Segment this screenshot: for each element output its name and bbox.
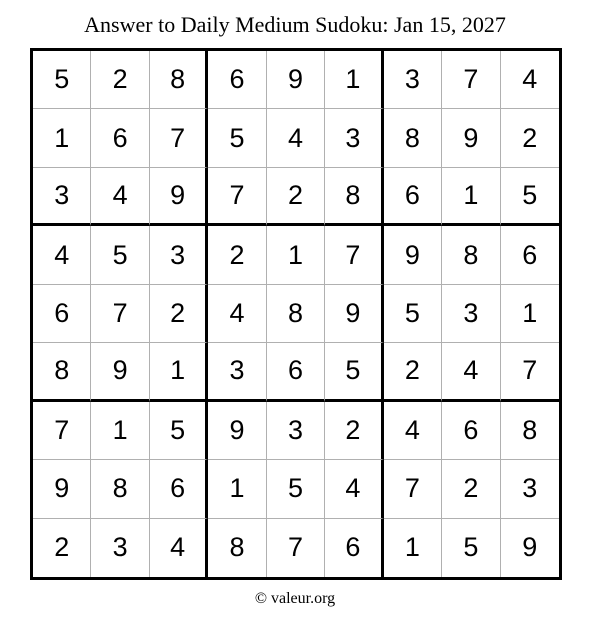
- sudoku-cell: 6: [150, 460, 208, 518]
- sudoku-cell: 5: [325, 343, 383, 401]
- sudoku-cell: 9: [150, 168, 208, 226]
- sudoku-cell: 7: [501, 343, 559, 401]
- sudoku-cell: 2: [208, 226, 266, 284]
- sudoku-cell: 9: [267, 51, 325, 109]
- sudoku-cell: 3: [208, 343, 266, 401]
- sudoku-cell: 1: [325, 51, 383, 109]
- sudoku-cell: 6: [501, 226, 559, 284]
- sudoku-cell: 8: [325, 168, 383, 226]
- sudoku-cell: 5: [91, 226, 149, 284]
- sudoku-cell: 2: [325, 402, 383, 460]
- sudoku-cell: 8: [150, 51, 208, 109]
- sudoku-cell: 6: [442, 402, 500, 460]
- sudoku-cell: 6: [91, 109, 149, 167]
- sudoku-cell: 7: [208, 168, 266, 226]
- sudoku-cell: 6: [325, 519, 383, 577]
- sudoku-cell: 3: [384, 51, 442, 109]
- sudoku-cell: 9: [33, 460, 91, 518]
- sudoku-cell: 7: [442, 51, 500, 109]
- sudoku-cell: 4: [384, 402, 442, 460]
- copyright-footer: © valeur.org: [254, 590, 336, 607]
- sudoku-cell: 4: [501, 51, 559, 109]
- sudoku-cell: 8: [384, 109, 442, 167]
- sudoku-cell: 2: [150, 285, 208, 343]
- sudoku-cell: 3: [442, 285, 500, 343]
- sudoku-cell: 5: [501, 168, 559, 226]
- sudoku-cell: 8: [91, 460, 149, 518]
- sudoku-cell: 5: [442, 519, 500, 577]
- sudoku-cell: 1: [208, 460, 266, 518]
- sudoku-cell: 2: [442, 460, 500, 518]
- sudoku-cell: 5: [33, 51, 91, 109]
- sudoku-cell: 1: [33, 109, 91, 167]
- sudoku-cell: 9: [91, 343, 149, 401]
- sudoku-cell: 7: [325, 226, 383, 284]
- sudoku-cell: 7: [150, 109, 208, 167]
- sudoku-cell: 3: [325, 109, 383, 167]
- sudoku-cell: 1: [442, 168, 500, 226]
- sudoku-cell: 2: [91, 51, 149, 109]
- sudoku-cell: 5: [267, 460, 325, 518]
- sudoku-cell: 5: [150, 402, 208, 460]
- sudoku-cell: 9: [384, 226, 442, 284]
- sudoku-board: [30, 48, 562, 580]
- sudoku-cell: 7: [384, 460, 442, 518]
- sudoku-cell: 3: [267, 402, 325, 460]
- sudoku-cell: 4: [150, 519, 208, 577]
- sudoku-cell: 6: [33, 285, 91, 343]
- sudoku-cell: 6: [267, 343, 325, 401]
- sudoku-cell: 2: [267, 168, 325, 226]
- sudoku-cell: 4: [442, 343, 500, 401]
- sudoku-cell: 7: [33, 402, 91, 460]
- sudoku-cell: 3: [33, 168, 91, 226]
- sudoku-cell: 3: [91, 519, 149, 577]
- sudoku-cell: 5: [208, 109, 266, 167]
- sudoku-cell: 1: [501, 285, 559, 343]
- sudoku-cell: 6: [384, 168, 442, 226]
- sudoku-cell: 5: [384, 285, 442, 343]
- sudoku-cell: 1: [150, 343, 208, 401]
- sudoku-cell: 9: [325, 285, 383, 343]
- sudoku-cell: 9: [208, 402, 266, 460]
- sudoku-cell: 2: [501, 109, 559, 167]
- sudoku-cell: 4: [267, 109, 325, 167]
- sudoku-cell: 3: [150, 226, 208, 284]
- sudoku-cell: 8: [33, 343, 91, 401]
- sudoku-cell: 8: [501, 402, 559, 460]
- sudoku-cell: 3: [501, 460, 559, 518]
- sudoku-cell: 4: [33, 226, 91, 284]
- sudoku-cell: 6: [208, 51, 266, 109]
- sudoku-cell: 9: [442, 109, 500, 167]
- sudoku-cell: 8: [267, 285, 325, 343]
- sudoku-cell: 2: [384, 343, 442, 401]
- sudoku-cell: 4: [208, 285, 266, 343]
- page-title: Answer to Daily Medium Sudoku: Jan 15, 2027: [84, 12, 506, 37]
- sudoku-cell: 9: [522, 532, 538, 563]
- sudoku-cell: 1: [267, 226, 325, 284]
- sudoku-cell: 8: [208, 519, 266, 577]
- sudoku-cell: 4: [91, 168, 149, 226]
- sudoku-cell: 7: [91, 285, 149, 343]
- sudoku-cell: 8: [442, 226, 500, 284]
- sudoku-cell: 2: [33, 519, 91, 577]
- sudoku-cell: 1: [384, 519, 442, 577]
- sudoku-cell: 1: [91, 402, 149, 460]
- sudoku-cell: 4: [325, 460, 383, 518]
- sudoku-cell: 7: [267, 519, 325, 577]
